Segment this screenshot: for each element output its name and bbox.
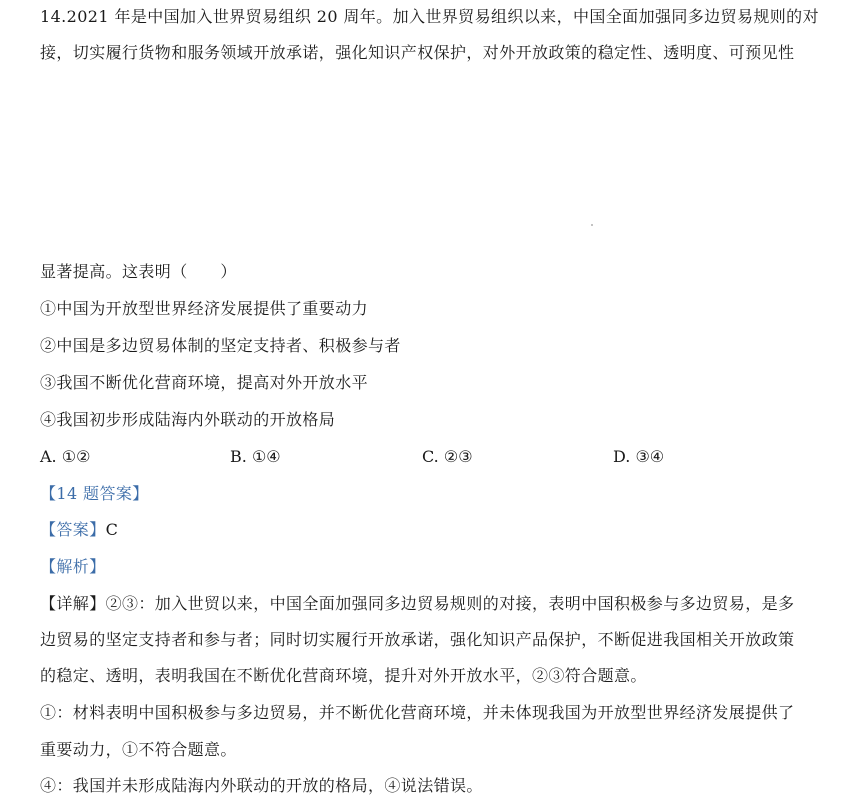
detail-line-5: 重要动力，①不符合题意。 [40, 740, 237, 759]
statement-3: ③我国不断优化营商环境，提高对外开放水平 [40, 373, 369, 392]
option-letter: A. [40, 447, 57, 466]
option-a [40, 447, 90, 467]
question-text-line-1: 14.2021 年是中国加入世界贸易组织 20 周年。加入世界贸易组织以来，中国全面加强同多边贸易规则的对 [40, 7, 819, 26]
detail-line-6: ④：我国并未形成陆海内外联动的开放的格局，④说法错误。 [40, 776, 483, 795]
option-d [613, 447, 664, 467]
answer-section-header: 【14 题答案】 [40, 484, 149, 503]
question-text-line-3: 显著提高。这表明（ ） [40, 262, 237, 281]
answer-label: 【答案】 [40, 520, 106, 539]
statement-1: ①中国为开放型世界经济发展提供了重要动力 [40, 299, 369, 318]
detail-line-3: 的稳定、透明，表明我国在不断优化营商环境，提升对外开放水平，②③符合题意。 [40, 666, 647, 685]
option-b [230, 447, 281, 467]
answer-line [40, 520, 118, 540]
detail-text: ②③：加入世贸以来，中国全面加强同多边贸易规则的对接，表明中国积极参与多边贸易，是多 [105, 594, 795, 613]
option-letter: B. [230, 447, 247, 466]
scan-speck [591, 224, 593, 226]
answer-value: C [105, 520, 119, 539]
analysis-header: 【解析】 [40, 557, 106, 576]
option-text: ③④ [635, 447, 665, 466]
option-letter: D. [613, 447, 631, 466]
detail-line-1 [40, 594, 794, 614]
option-text: ①④ [251, 447, 281, 466]
option-letter: C. [422, 447, 439, 466]
statement-2: ②中国是多边贸易体制的坚定支持者、积极参与者 [40, 336, 401, 355]
option-text: ②③ [443, 447, 473, 466]
statement-4: ④我国初步形成陆海内外联动的开放格局 [40, 410, 336, 429]
detail-label: 【详解】 [40, 594, 106, 613]
option-text: ①② [61, 447, 91, 466]
detail-line-4: ①：材料表明中国积极参与多边贸易，并不断优化营商环境，并未体现我国为开放型世界经济发展提供了 [40, 703, 795, 722]
question-text-line-2: 接，切实履行货物和服务领域开放承诺，强化知识产权保护，对外开放政策的稳定性、透明度、可预见性 [40, 43, 795, 62]
option-c [422, 447, 473, 467]
detail-line-2: 边贸易的坚定支持者和参与者；同时切实履行开放承诺，强化知识产品保护，不断促进我国相关开放政策 [40, 630, 795, 649]
